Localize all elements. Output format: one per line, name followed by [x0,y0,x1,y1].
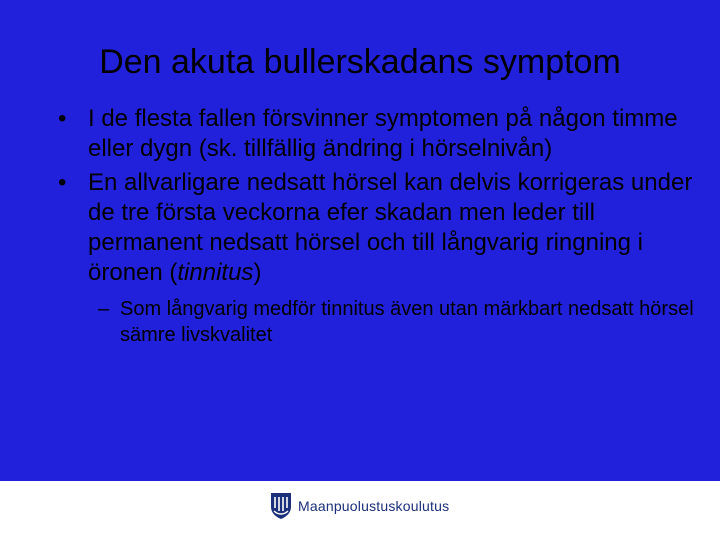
logo [270,492,449,520]
bullet-text-tail: ) [253,259,262,286]
bullet-item [58,168,708,288]
bullet-mark: • [58,169,67,196]
slide-body [58,104,708,348]
bullet-text [88,169,692,286]
shield-icon [270,492,292,520]
logo-text: Maanpuolustuskoulutus [298,498,450,514]
bullet-item [58,104,708,164]
footer [0,481,720,540]
sub-bullet-mark: – [98,298,110,320]
bullet-text: I de flesta fallen försvinner symptomen på någon timme eller dygn (sk. tillfällig ändring i hörselnivån) [88,105,678,162]
bullet-text-main: En allvarligare nedsatt hörsel kan delvis korrigeras under de tre första veckorna efer skadan men leder till permanent nedsatt hörsel och till långvarig ringning i öronen ( [88,169,693,286]
sub-bullet-text: Som långvarig medför tinnitus även utan märkbart nedsatt hörsel sämre livskvalitet [120,298,694,346]
bullet-text-italic: tinnitus [177,259,254,286]
slide-title: Den akuta bullerskadans symptom [99,43,621,81]
sub-bullet-item [98,296,708,348]
bullet-mark: • [58,105,67,132]
